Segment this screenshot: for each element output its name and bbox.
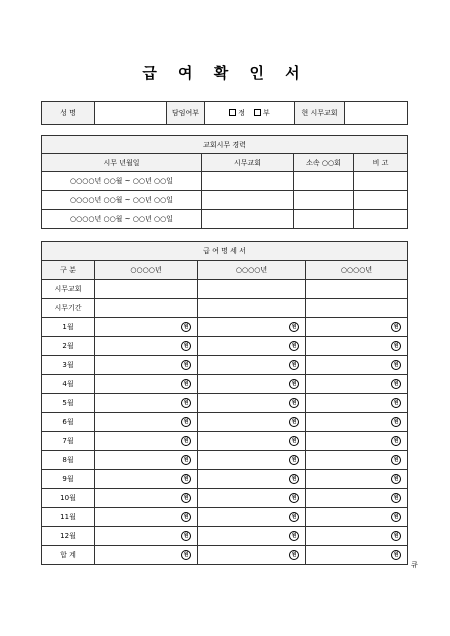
won-mark: 원 [391, 417, 401, 427]
month-1-amount-cell[interactable] [198, 318, 306, 337]
month-8-amount-cell[interactable] [95, 451, 198, 470]
info-table [41, 101, 408, 125]
career-row-church[interactable] [202, 210, 294, 229]
month-3-amount-cell[interactable] [306, 356, 408, 375]
period-cell[interactable] [198, 299, 306, 318]
career-table [41, 135, 408, 229]
month-4-amount-cell[interactable] [306, 375, 408, 394]
document-title: 급 여 확 인 서 [142, 64, 308, 82]
period-cell[interactable] [95, 299, 198, 318]
month-9-amount-cell[interactable] [198, 470, 306, 489]
name-label: 성 명 [42, 102, 95, 125]
month-6-amount-cell[interactable] [306, 413, 408, 432]
yes-label: 정 [238, 109, 246, 117]
total-amount-cell[interactable] [306, 546, 408, 565]
month-9-row [42, 470, 408, 489]
career-row-affiliation[interactable] [294, 210, 354, 229]
won-mark: 원 [289, 341, 299, 351]
category-label: 구 분 [42, 261, 95, 280]
month-4-row [42, 375, 408, 394]
won-mark: 원 [289, 379, 299, 389]
month-8-amount-cell[interactable] [198, 451, 306, 470]
current-church-label: 현 시무교회 [295, 102, 345, 125]
month-3-label: 3월 [42, 356, 95, 375]
won-mark: 원 [181, 512, 191, 522]
month-3-row [42, 356, 408, 375]
won-mark: 원 [181, 341, 191, 351]
won-mark: 원 [391, 341, 401, 351]
month-9-label: 9월 [42, 470, 95, 489]
church-row-label: 시무교회 [42, 280, 95, 299]
won-mark: 원 [181, 550, 191, 560]
won-mark: 원 [391, 512, 401, 522]
month-6-amount-cell[interactable] [198, 413, 306, 432]
total-row [42, 546, 408, 565]
won-mark: 원 [181, 455, 191, 465]
month-10-row [42, 489, 408, 508]
month-2-amount-cell[interactable] [306, 337, 408, 356]
won-mark: 원 [391, 550, 401, 560]
won-mark: 원 [391, 531, 401, 541]
career-row-church[interactable] [202, 191, 294, 210]
month-6-label: 6월 [42, 413, 95, 432]
month-9-amount-cell[interactable] [306, 470, 408, 489]
won-mark: 원 [181, 493, 191, 503]
total-amount-cell[interactable] [198, 546, 306, 565]
total-label: 합 계 [42, 546, 95, 565]
month-10-amount-cell[interactable] [198, 489, 306, 508]
salary-body [42, 242, 408, 565]
career-col-remarks: 비 고 [354, 154, 408, 172]
career-col-dates: 시무 년월일 [42, 154, 202, 172]
month-12-row [42, 527, 408, 546]
month-12-label: 12월 [42, 527, 95, 546]
won-mark: 원 [289, 512, 299, 522]
career-header: 교회시무 경력 [42, 136, 408, 154]
won-mark: 원 [391, 436, 401, 446]
won-mark: 원 [289, 417, 299, 427]
year-col-2: ○○○○년 [198, 261, 306, 280]
pastor-label: 담임여부 [167, 102, 205, 125]
month-8-row [42, 451, 408, 470]
career-row-dates: ○○○○년 ○○월 ~ ○○년 ○○일 [42, 172, 202, 191]
month-2-amount-cell[interactable] [198, 337, 306, 356]
month-11-label: 11월 [42, 508, 95, 527]
month-7-label: 7월 [42, 432, 95, 451]
month-11-amount-cell[interactable] [95, 508, 198, 527]
salary-table [41, 241, 408, 565]
won-mark: 원 [181, 417, 191, 427]
church-cell[interactable] [306, 280, 408, 299]
total-amount-cell[interactable] [95, 546, 198, 565]
career-row-church[interactable] [202, 172, 294, 191]
month-12-amount-cell[interactable] [306, 527, 408, 546]
won-mark: 원 [181, 398, 191, 408]
month-4-amount-cell[interactable] [95, 375, 198, 394]
career-row-dates: ○○○○년 ○○월 ~ ○○년 ○○일 [42, 191, 202, 210]
year-col-3: ○○○○년 [306, 261, 408, 280]
won-mark: 원 [289, 436, 299, 446]
won-mark: 원 [181, 474, 191, 484]
yes-checkbox[interactable] [229, 109, 236, 116]
month-3-amount-cell[interactable] [95, 356, 198, 375]
month-12-amount-cell[interactable] [198, 527, 306, 546]
won-mark: 원 [391, 455, 401, 465]
year-col-1: ○○○○년 [95, 261, 198, 280]
month-6-row [42, 413, 408, 432]
month-11-amount-cell[interactable] [306, 508, 408, 527]
won-mark: 원 [181, 322, 191, 332]
month-3-amount-cell[interactable] [198, 356, 306, 375]
no-checkbox[interactable] [254, 109, 261, 116]
won-mark: 원 [181, 436, 191, 446]
church-cell[interactable] [198, 280, 306, 299]
career-row-affiliation[interactable] [294, 191, 354, 210]
side-note: 큐 [411, 561, 418, 569]
month-8-amount-cell[interactable] [306, 451, 408, 470]
name-field[interactable] [95, 102, 167, 125]
month-11-row [42, 508, 408, 527]
month-5-amount-cell[interactable] [306, 394, 408, 413]
won-mark: 원 [289, 455, 299, 465]
won-mark: 원 [181, 379, 191, 389]
won-mark: 원 [289, 360, 299, 370]
won-mark: 원 [391, 322, 401, 332]
month-5-row [42, 394, 408, 413]
current-church-field[interactable] [345, 102, 408, 125]
career-row-remarks[interactable] [354, 191, 408, 210]
career-row-remarks[interactable] [354, 210, 408, 229]
career-col-church: 시무교회 [202, 154, 294, 172]
won-mark: 원 [289, 322, 299, 332]
month-12-amount-cell[interactable] [95, 527, 198, 546]
pastor-options [205, 102, 295, 125]
won-mark: 원 [391, 493, 401, 503]
month-5-amount-cell[interactable] [198, 394, 306, 413]
month-5-amount-cell[interactable] [95, 394, 198, 413]
won-mark: 원 [391, 474, 401, 484]
career-row-dates: ○○○○년 ○○월 ~ ○○년 ○○일 [42, 210, 202, 229]
won-mark: 원 [289, 493, 299, 503]
month-10-amount-cell[interactable] [95, 489, 198, 508]
month-1-row [42, 318, 408, 337]
church-cell[interactable] [95, 280, 198, 299]
won-mark: 원 [289, 531, 299, 541]
won-mark: 원 [289, 550, 299, 560]
won-mark: 원 [391, 360, 401, 370]
won-mark: 원 [181, 531, 191, 541]
won-mark: 원 [391, 398, 401, 408]
month-7-amount-cell[interactable] [95, 432, 198, 451]
period-cell[interactable] [306, 299, 408, 318]
month-1-amount-cell[interactable] [95, 318, 198, 337]
month-5-label: 5월 [42, 394, 95, 413]
career-col-affiliation: 소속 ○○회 [294, 154, 354, 172]
month-1-label: 1월 [42, 318, 95, 337]
month-1-amount-cell[interactable] [306, 318, 408, 337]
career-row-remarks[interactable] [354, 172, 408, 191]
month-2-label: 2월 [42, 337, 95, 356]
month-8-label: 8월 [42, 451, 95, 470]
month-10-label: 10월 [42, 489, 95, 508]
month-9-amount-cell[interactable] [95, 470, 198, 489]
won-mark: 원 [289, 398, 299, 408]
month-2-row [42, 337, 408, 356]
month-4-label: 4월 [42, 375, 95, 394]
month-7-amount-cell[interactable] [306, 432, 408, 451]
month-7-row [42, 432, 408, 451]
month-2-amount-cell[interactable] [95, 337, 198, 356]
month-4-amount-cell[interactable] [198, 375, 306, 394]
career-row-affiliation[interactable] [294, 172, 354, 191]
won-mark: 원 [289, 474, 299, 484]
month-6-amount-cell[interactable] [95, 413, 198, 432]
salary-header: 급 여 명 세 서 [42, 242, 408, 261]
no-label: 부 [262, 109, 270, 117]
month-10-amount-cell[interactable] [306, 489, 408, 508]
won-mark: 원 [181, 360, 191, 370]
won-mark: 원 [391, 379, 401, 389]
period-row-label: 시무기간 [42, 299, 95, 318]
month-11-amount-cell[interactable] [198, 508, 306, 527]
month-7-amount-cell[interactable] [198, 432, 306, 451]
